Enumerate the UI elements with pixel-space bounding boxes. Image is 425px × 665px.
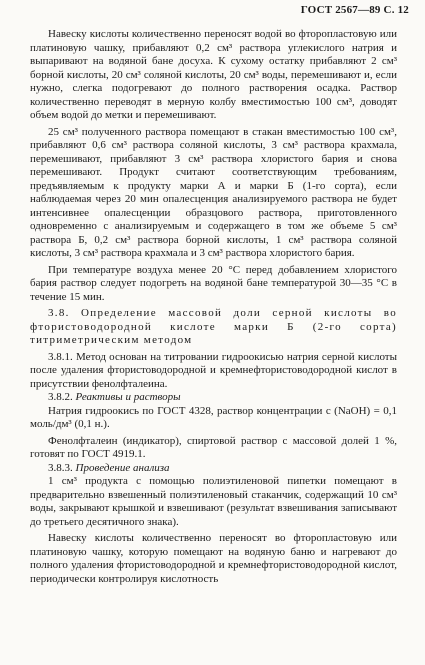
section-heading-3-8: 3.8. Определение массовой доли серной кислоты во фтористоводородной кислоте марки Б (2-го сорта) титриметрическим методом [30, 307, 397, 346]
paragraph-sample-transfer: Навеску кислоты количественно переносят водой во фторопластовую или платиновую чашку, прибавляют 0,2 см³ раствора углекислого натрия и выпаривают на водяной бане досуха. К сухому остатку прибавляют 2 см³ борной кислоты, 20 см³ соляной кислоты, 20 см³ воды, перемешивают и, если нужно, слегка подогревают до полного растворения осадка. Раствор количественно переводят в мерную колбу вместимостью 100 см³, доводят объем водой до метки и перемешивают. [30, 28, 397, 121]
paragraph-analysis-step-2: Навеску кислоты количественно переносят во фторопластовую или платиновую чашку, которую помещают на водяную баню и нагревают до полного удаления фтористоводородной и кремнефтористоводородной кислот, периодически контролируя кислотность [30, 532, 397, 585]
paragraph-3-8-1: 3.8.1. Метод основан на титровании гидроокисью натрия серной кислоты после удаления фтористоводородной и кремнефтористоводородной кислот в присутствии фенолфталеина. [30, 350, 397, 390]
page-header: ГОСТ 2567—89 С. 12 [300, 4, 409, 16]
subsection-number: 3.8.3. [48, 461, 73, 474]
paragraph-analysis-step-1: 1 см³ продукта с помощью полиэтиленовой пипетки помещают в предварительно взвешенный полиэтиленовый стаканчик, содержащий 10 см³ воды, закрывают крышкой и взвешивают (результат взвешивания записывают до третьего десятичного знака). [30, 475, 397, 528]
paragraph-opalescence-test: 25 см³ полученного раствора помещают в стакан вместимостью 100 см³, прибавляют 0,6 см³ раствора соляной кислоты, 3 см³ раствора крахмала, перемешивают, прибавляют 3 см³ раствора хлористого бария и снова перемешивают. Продукт считают соответствующим требованиям, предъявляемым к продукту марки А и марки Б (1-го сорта), если наблюдаемая через 20 мин опалесценция анализируемого раствора не будет интенсивнее опалесценции образцового раствора, приготовленного одновременно с анализируемым и содержащего в том же объеме 5 см³ раствора Б, 0,2 см³ раствора борной кислоты, 1 см³ раствора соляной кислоты, 3 см³ раствора крахмала и 3 см³ раствора хлористого бария. [30, 125, 397, 259]
reagent-phenolphthalein: Фенолфталеин (индикатор), спиртовой раствор с массовой долей 1 %, готовят по ГОСТ 4919.1. [30, 434, 397, 460]
subsection-number: 3.8.2. [48, 391, 73, 403]
reagent-sodium-hydroxide: Натрия гидроокись по ГОСТ 4328, раствор концентрации с (NaOH) = 0,1 моль/дм³ (0,1 н.). [30, 404, 397, 430]
document-body [30, 28, 397, 586]
subsection-title: Проведение анализа [75, 461, 170, 474]
subsection-heading-3-8-3 [30, 462, 397, 476]
subsection-heading-3-8-2 [30, 391, 397, 405]
paragraph-temperature-note: При температуре воздуха менее 20 °С перед добавлением хлористого бария раствор следует подогреть на водяной бане температурой 30—35 °С в течение 15 мин. [30, 263, 397, 303]
subsection-title: Реактивы и растворы [75, 391, 181, 403]
